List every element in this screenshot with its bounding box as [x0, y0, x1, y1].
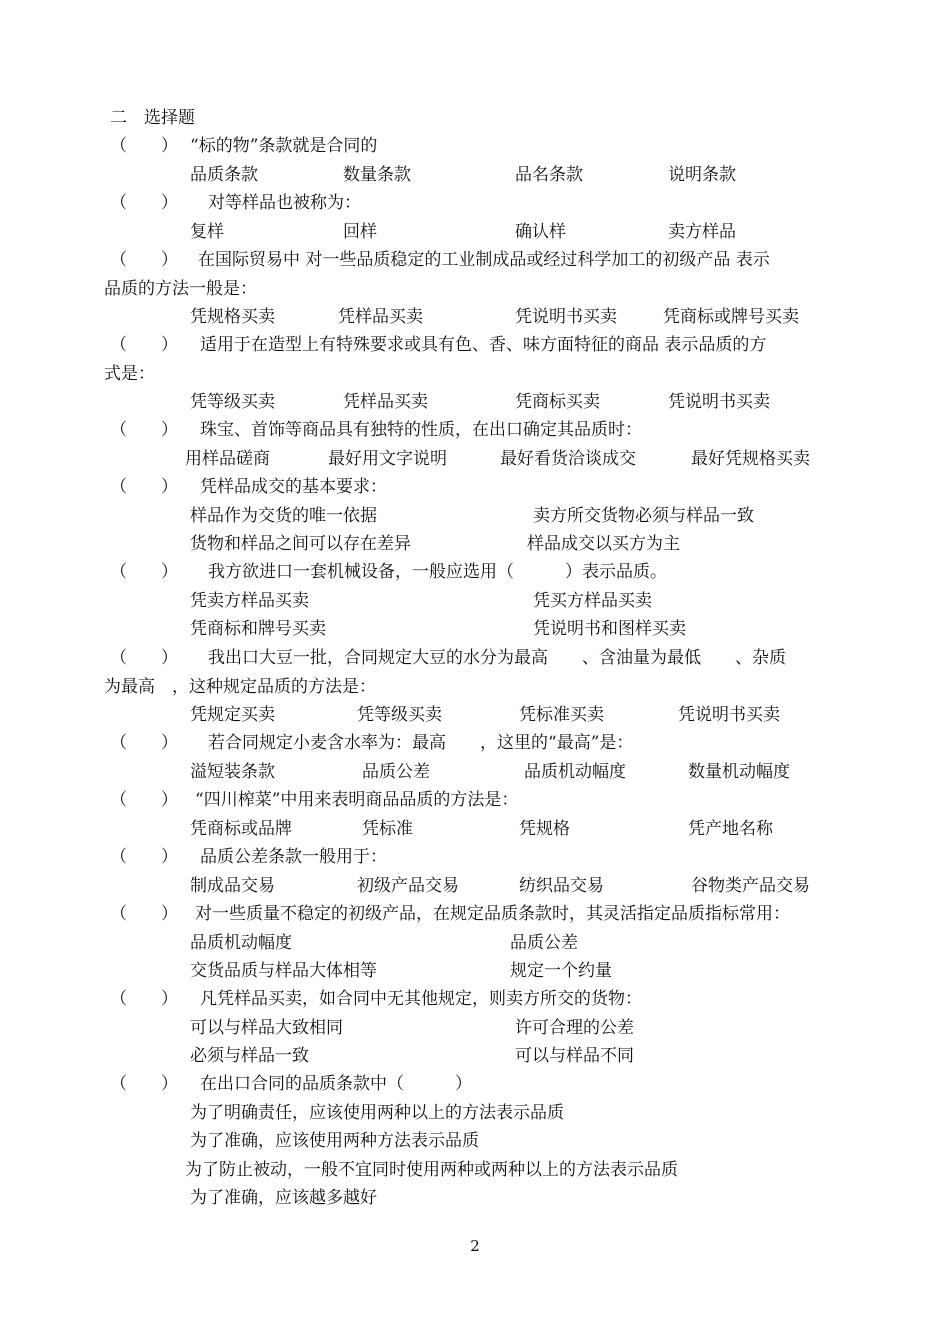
- question-stem-continued: 式是：: [104, 364, 155, 384]
- question-stem: 品质公差条款一般用于：: [200, 847, 387, 867]
- question-stem: 凡凭样品买卖，如合同中无其他规定，则卖方所交的货物：: [200, 989, 642, 1009]
- option[interactable]: 货物和样品之间可以存在差异: [190, 534, 411, 554]
- option[interactable]: 凭商标或品牌: [190, 819, 292, 839]
- answer-blank[interactable]: （ ）: [110, 904, 178, 924]
- option[interactable]: 为了准确，应该越多越好: [190, 1188, 377, 1208]
- option[interactable]: 凭商标或牌号买卖: [663, 307, 799, 327]
- question-stem: 若合同规定小麦含水率为：最高 ，这里的“最高”是：: [208, 733, 634, 753]
- option[interactable]: 初级产品交易: [357, 876, 459, 896]
- option[interactable]: 许可合理的公差: [515, 1018, 634, 1038]
- option[interactable]: 复样: [190, 222, 224, 242]
- option[interactable]: 凭标准买卖: [519, 705, 604, 725]
- option[interactable]: 谷物类产品交易: [691, 876, 810, 896]
- option[interactable]: 凭等级买卖: [190, 392, 275, 412]
- question-stem: 珠宝、首饰等商品具有独特的性质，在出口确定其品质时：: [200, 420, 642, 440]
- answer-blank[interactable]: （ ）: [110, 335, 178, 355]
- question-stem: 在国际贸易中 对一些品质稳定的工业制成品或经过科学加工的初级产品 表示: [198, 250, 770, 270]
- option[interactable]: 样品作为交货的唯一依据: [190, 506, 377, 526]
- section-title: 二 选择题: [110, 108, 195, 128]
- option[interactable]: 凭等级买卖: [357, 705, 442, 725]
- option[interactable]: 卖方样品: [668, 222, 736, 242]
- option[interactable]: 凭规定买卖: [190, 705, 275, 725]
- option[interactable]: 品质公差: [362, 762, 430, 782]
- option[interactable]: 为了防止被动，一般不宜同时使用两种或两种以上的方法表示品质: [185, 1160, 678, 1180]
- option[interactable]: 凭商标买卖: [515, 392, 600, 412]
- question-stem: 我出口大豆一批，合同规定大豆的水分为最高 、含油量为最低 、杂质: [208, 648, 786, 668]
- answer-blank[interactable]: （ ）: [110, 193, 178, 213]
- question-stem-continued: 为最高 ，这种规定品质的方法是：: [104, 677, 376, 697]
- option[interactable]: 回样: [343, 222, 377, 242]
- answer-blank[interactable]: （ ）: [110, 733, 178, 753]
- answer-blank[interactable]: （ ）: [110, 648, 178, 668]
- option[interactable]: 凭样品买卖: [343, 392, 428, 412]
- option[interactable]: 凭卖方样品买卖: [190, 591, 309, 611]
- option[interactable]: 品质条款: [190, 165, 258, 185]
- answer-blank[interactable]: （ ）: [110, 420, 178, 440]
- option[interactable]: 纺织品交易: [519, 876, 604, 896]
- option[interactable]: 凭规格买卖: [190, 307, 275, 327]
- option[interactable]: 品质机动幅度: [524, 762, 626, 782]
- option[interactable]: 数量条款: [343, 165, 411, 185]
- option[interactable]: 交货品质与样品大体相等: [190, 961, 377, 981]
- answer-blank[interactable]: （ ）: [110, 790, 178, 810]
- option[interactable]: 必须与样品一致: [190, 1046, 309, 1066]
- answer-blank[interactable]: （ ）: [110, 847, 178, 867]
- question-stem: “四川榨菜”中用来表明商品品质的方法是：: [195, 790, 519, 810]
- answer-blank[interactable]: （ ）: [110, 477, 178, 497]
- option[interactable]: 卖方所交货物必须与样品一致: [533, 506, 754, 526]
- question-stem: 对一些质量不稳定的初级产品，在规定品质条款时，其灵活指定品质指标常用：: [195, 904, 790, 924]
- question-stem: “标的物”条款就是合同的: [190, 136, 378, 156]
- option[interactable]: 品质机动幅度: [190, 933, 292, 953]
- question-stem: 对等样品也被称为：: [208, 193, 361, 213]
- option[interactable]: 确认样: [515, 222, 566, 242]
- option[interactable]: 可以与样品大致相同: [190, 1018, 343, 1038]
- option[interactable]: 为了明确责任，应该使用两种以上的方法表示品质: [190, 1103, 564, 1123]
- answer-blank[interactable]: （ ）: [110, 562, 178, 582]
- option[interactable]: 最好凭规格买卖: [691, 449, 810, 469]
- option[interactable]: 说明条款: [668, 165, 736, 185]
- option[interactable]: 最好用文字说明: [328, 449, 447, 469]
- option[interactable]: 凭样品买卖: [338, 307, 423, 327]
- option[interactable]: 最好看货洽谈成交: [500, 449, 636, 469]
- question-stem: 凭样品成交的基本要求：: [200, 477, 387, 497]
- option[interactable]: 凭规格: [519, 819, 570, 839]
- option[interactable]: 凭商标和牌号买卖: [190, 619, 326, 639]
- option[interactable]: 规定一个约量: [510, 961, 612, 981]
- question-stem: 适用于在造型上有特殊要求或具有色、香、味方面特征的商品 表示品质的方: [200, 335, 767, 355]
- question-stem-continued: 品质的方法一般是：: [104, 279, 257, 299]
- answer-blank[interactable]: （ ）: [110, 1074, 178, 1094]
- answer-blank[interactable]: （ ）: [110, 136, 178, 156]
- answer-blank[interactable]: （ ）: [110, 989, 178, 1009]
- option[interactable]: 品质公差: [510, 933, 578, 953]
- option[interactable]: 为了准确，应该使用两种方法表示品质: [190, 1131, 479, 1151]
- option[interactable]: 凭说明书买卖: [668, 392, 770, 412]
- option[interactable]: 可以与样品不同: [515, 1046, 634, 1066]
- option[interactable]: 凭标准: [362, 819, 413, 839]
- option[interactable]: 凭说明书买卖: [515, 307, 617, 327]
- option[interactable]: 数量机动幅度: [688, 762, 790, 782]
- option[interactable]: 凭说明书买卖: [678, 705, 780, 725]
- answer-blank[interactable]: （ ）: [110, 250, 178, 270]
- option[interactable]: 品名条款: [515, 165, 583, 185]
- option[interactable]: 样品成交以买方为主: [527, 534, 680, 554]
- option[interactable]: 用样品磋商: [185, 449, 270, 469]
- question-stem: 我方欲进口一套机械设备，一般应选用（ ）表示品质。: [208, 562, 667, 582]
- option[interactable]: 凭产地名称: [688, 819, 773, 839]
- option[interactable]: 制成品交易: [190, 876, 275, 896]
- question-stem: 在出口合同的品质条款中（ ）: [200, 1074, 472, 1094]
- option[interactable]: 溢短装条款: [190, 762, 275, 782]
- page-number: 2: [470, 1237, 480, 1255]
- option[interactable]: 凭说明书和图样买卖: [533, 619, 686, 639]
- option[interactable]: 凭买方样品买卖: [533, 591, 652, 611]
